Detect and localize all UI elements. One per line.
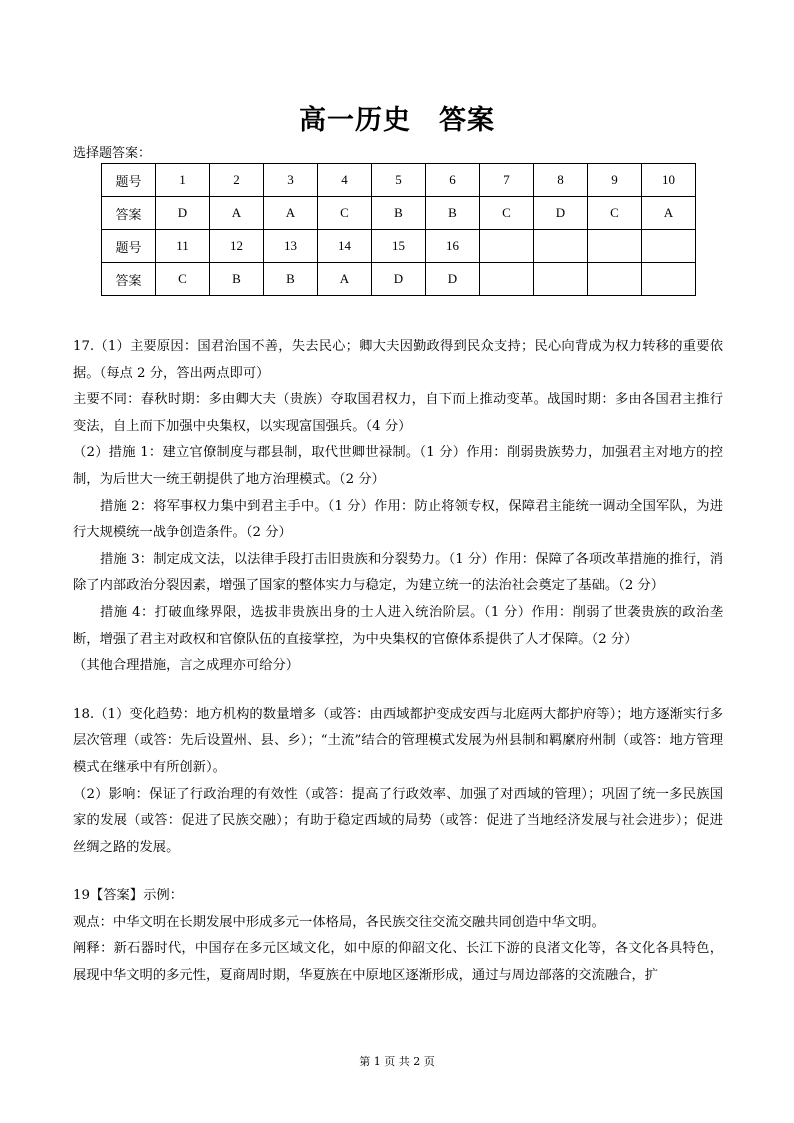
table-cell: B: [426, 197, 480, 230]
table-cell: [588, 263, 642, 296]
table-cell: D: [534, 197, 588, 230]
q18-impact: （2）影响：保证了行政治理的有效性（或答：提高了行政效率、加强了对西域的管理）；巩固了统一多民族国家的发展（或答：促进了民族交融）；有助于稳定西域的局势（或答：促进了当地经济发展与社会进步）；促进丝绸之路的发展。: [73, 786, 723, 855]
table-cell: [480, 263, 534, 296]
table-cell: D: [156, 197, 210, 230]
table-cell: B: [264, 263, 318, 296]
table-cell: 5: [372, 164, 426, 197]
table-cell: [588, 230, 642, 263]
table-cell: [642, 230, 696, 263]
table-cell: [534, 230, 588, 263]
q17-reason: 17.（1）主要原因：国君治国不善，失去民心；卿大夫因勤政得到民众支持；民心向背成为权力转移的重要依据。（每点 2 分，答出两点即可）: [73, 339, 723, 381]
q17-difference: 主要不同：春秋时期：多由卿大夫（贵族）夺取国君权力，自下而上推动变革。战国时期：多由各国君主推行变法，自上而下加强中央集权，以实现富国强兵。（4 分）: [73, 392, 723, 434]
table-cell: A: [264, 197, 318, 230]
table-cell: B: [372, 197, 426, 230]
table-cell: 10: [642, 164, 696, 197]
table-cell: A: [210, 197, 264, 230]
q17-measure-4: 措施 4：打破血缘界限，选拔非贵族出身的士人进入统治阶层。（1 分）作用：削弱了世袭贵族的政治垄断，增强了君主对政权和官僚队伍的直接掌控，为中央集权的官僚体系提供了人才保障。（2 分）: [73, 604, 723, 647]
table-cell: 16: [426, 230, 480, 263]
table-row: [102, 197, 696, 230]
page-title: 高一历史 答案: [299, 105, 495, 136]
row-header-cell: 答案: [102, 263, 156, 296]
table-cell: 2: [210, 164, 264, 197]
q19-heading: 19【答案】示例：: [73, 888, 183, 904]
table-cell: 15: [372, 230, 426, 263]
q19-explanation: 阐释：新石器时代，中国存在多元区域文化，如中原的仰韶文化、长江下游的良渚文化等，各文化各具特色，展现中华文明的多元性，夏商周时期，华夏族在中原地区逐渐形成，通过与周边部落的交流融合，扩: [73, 941, 723, 984]
table-cell: 11: [156, 230, 210, 263]
table-cell: 6: [426, 164, 480, 197]
table-cell: D: [372, 263, 426, 296]
row-header-cell: 题号: [102, 164, 156, 197]
table-cell: 12: [210, 230, 264, 263]
table-cell: D: [426, 263, 480, 296]
table-cell: 3: [264, 164, 318, 197]
table-cell: 4: [318, 164, 372, 197]
table-cell: C: [480, 197, 534, 230]
answer-table: [101, 163, 696, 296]
q17-measure-2: 措施 2：将军事权力集中到君主手中。（1 分）作用：防止将领专权，保障君主能统一调动全国军队，为进行大规模统一战争创造条件。（2 分）: [73, 498, 723, 541]
q18-trend: 18.（1）变化趋势：地方机构的数量增多（或答：由西域都护变成安西与北庭两大都护府等）；地方逐渐实行多层次管理（或答：先后设置州、县、乡）；“土流”结合的管理模式发展为州县制和羁縻府州制（或答：地方管理模式在继承中有所创新）。: [73, 706, 723, 775]
table-row: [102, 164, 696, 197]
row-header-cell: 答案: [102, 197, 156, 230]
table-cell: [534, 263, 588, 296]
table-row: [102, 263, 696, 296]
table-cell: C: [588, 197, 642, 230]
table-cell: 1: [156, 164, 210, 197]
table-cell: 13: [264, 230, 318, 263]
table-cell: 14: [318, 230, 372, 263]
q19-viewpoint: 观点：中华文明在长期发展中形成多元一体格局，各民族交往交流交融共同创造中华文明。: [73, 914, 605, 930]
table-cell: C: [318, 197, 372, 230]
table-cell: B: [210, 263, 264, 296]
table-cell: 9: [588, 164, 642, 197]
q17-measure-3: 措施 3：制定成文法，以法律手段打击旧贵族和分裂势力。（1 分）作用：保障了各项改革措施的推行，消除了内部政治分裂因素，增强了国家的整体实力与稳定，为建立统一的法治社会奠定了基础。（2 分）: [73, 551, 723, 594]
row-header-cell: 题号: [102, 230, 156, 263]
table-cell: A: [318, 263, 372, 296]
answer-body: [73, 334, 723, 990]
q17-note: （其他合理措施，言之成理亦可给分）: [73, 658, 300, 674]
mc-label: 选择题答案：: [73, 146, 152, 161]
table-cell: [480, 230, 534, 263]
table-row: [102, 230, 696, 263]
table-cell: C: [156, 263, 210, 296]
table-cell: 8: [534, 164, 588, 197]
table-cell: A: [642, 197, 696, 230]
table-cell: [642, 263, 696, 296]
table-cell: 7: [480, 164, 534, 197]
page-footer: 第 1 页 共 2 页: [359, 1055, 435, 1068]
q17-measure-1: （2）措施 1：建立官僚制度与郡县制，取代世卿世禄制。（1 分）作用：削弱贵族势力，加强君主对地方的控制，为后世大一统王朝提供了地方治理模式。（2 分）: [73, 445, 723, 487]
